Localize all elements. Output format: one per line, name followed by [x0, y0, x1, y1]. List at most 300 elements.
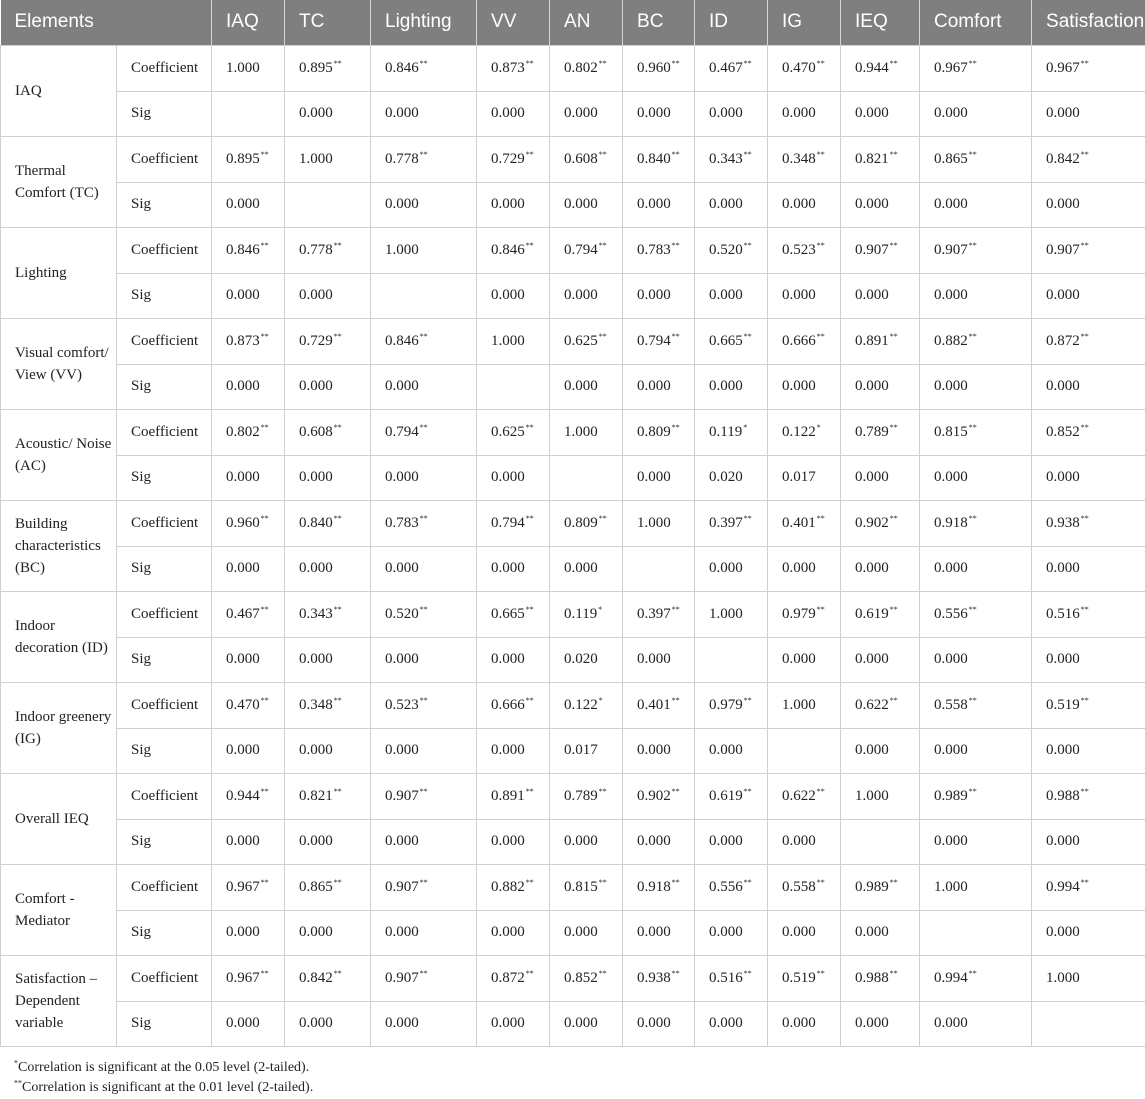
sig-value: 0.000: [934, 651, 968, 667]
sig-cell: [623, 455, 695, 500]
sig-value: 0.000: [855, 105, 889, 121]
sig-cell: [371, 637, 477, 682]
coefficient-value: 0.665: [709, 332, 743, 349]
coefficient-value: 0.397: [709, 514, 743, 531]
coefficient-cell: [550, 864, 623, 910]
coefficient-value: 0.523: [385, 696, 419, 713]
coefficient-cell: [695, 500, 768, 546]
significance-mark: **: [671, 331, 680, 341]
coefficient-value: 0.865: [934, 150, 968, 167]
sig-value: 0.017: [564, 742, 598, 758]
coefficient-value: 0.815: [564, 878, 598, 895]
significance-mark: **: [419, 968, 428, 978]
sig-cell: [920, 728, 1032, 773]
coefficient-value: 0.967: [226, 969, 260, 986]
footnote-2: [14, 1078, 313, 1098]
significance-mark: **: [968, 240, 977, 250]
coefficient-value: 1.000: [782, 696, 816, 713]
sig-cell: [695, 273, 768, 318]
coefficient-cell: [768, 682, 841, 728]
coefficient-cell: [695, 318, 768, 364]
sig-cell: [695, 637, 768, 682]
coefficient-cell: [623, 136, 695, 182]
sig-cell: [371, 546, 477, 591]
element-label: Indoor decoration (ID): [1, 591, 117, 682]
coefficient-value: 0.891: [491, 787, 525, 804]
significance-mark: **: [889, 604, 898, 614]
coefficient-label: Coefficient: [117, 500, 212, 546]
sig-value: 0.000: [385, 924, 419, 940]
sig-cell: [695, 819, 768, 864]
coefficient-row: [1, 864, 1145, 910]
coefficient-cell: [841, 136, 920, 182]
sig-value: 0.020: [709, 469, 743, 485]
coefficient-cell: [920, 682, 1032, 728]
significance-mark: **: [671, 58, 680, 68]
coefficient-cell: [623, 591, 695, 637]
coefficient-cell: [477, 955, 550, 1001]
sig-cell: [841, 91, 920, 136]
coefficient-value: 0.872: [491, 969, 525, 986]
header-id: ID: [695, 0, 768, 45]
sig-cell: [623, 819, 695, 864]
coefficient-cell: [695, 591, 768, 637]
coefficient-value: 0.802: [564, 59, 598, 76]
coefficient-cell: [841, 227, 920, 273]
sig-cell: [550, 1001, 623, 1046]
coefficient-value: 0.882: [491, 878, 525, 895]
coefficient-value: 0.556: [934, 605, 968, 622]
significance-mark: **: [525, 968, 534, 978]
significance-mark: **: [671, 786, 680, 796]
coefficient-label: Coefficient: [117, 773, 212, 819]
sig-cell: [1032, 455, 1145, 500]
coefficient-value: 0.960: [637, 59, 671, 76]
sig-value: 0.000: [385, 651, 419, 667]
coefficient-value: 0.520: [385, 605, 419, 622]
sig-cell: [212, 546, 285, 591]
coefficient-cell: [695, 227, 768, 273]
sig-cell: [371, 182, 477, 227]
coefficient-value: 0.882: [934, 332, 968, 349]
coefficient-row: [1, 45, 1145, 91]
coefficient-cell: [477, 773, 550, 819]
coefficient-value: 0.778: [385, 150, 419, 167]
coefficient-value: 0.401: [637, 696, 671, 713]
coefficient-cell: [695, 864, 768, 910]
sig-cell: [212, 455, 285, 500]
sig-value: 0.000: [709, 560, 743, 576]
coefficient-cell: [1032, 318, 1145, 364]
coefficient-value: 0.467: [709, 59, 743, 76]
coefficient-cell: [920, 409, 1032, 455]
coefficient-value: 0.873: [491, 59, 525, 76]
coefficient-cell: [371, 591, 477, 637]
coefficient-label: Coefficient: [117, 45, 212, 91]
sig-row: [1, 819, 1145, 864]
coefficient-value: 0.519: [782, 969, 816, 986]
sig-label: Sig: [117, 1001, 212, 1046]
sig-cell: [550, 728, 623, 773]
sig-value: 0.000: [855, 560, 889, 576]
coefficient-cell: [768, 864, 841, 910]
coefficient-value: 0.608: [299, 423, 333, 440]
sig-cell: [1032, 364, 1145, 409]
coefficient-cell: [841, 864, 920, 910]
significance-mark: **: [419, 695, 428, 705]
coefficient-cell: [1032, 864, 1145, 910]
sig-value: 0.000: [299, 469, 333, 485]
sig-row: [1, 546, 1145, 591]
significance-mark: **: [525, 604, 534, 614]
sig-row: [1, 455, 1145, 500]
sig-cell: [477, 182, 550, 227]
coefficient-value: 0.343: [709, 150, 743, 167]
coefficient-cell: [841, 500, 920, 546]
sig-label: Sig: [117, 819, 212, 864]
coefficient-cell: [1032, 136, 1145, 182]
sig-value: 0.000: [637, 924, 671, 940]
coefficient-cell: [768, 591, 841, 637]
coefficient-cell: [371, 955, 477, 1001]
coefficient-value: 0.907: [385, 878, 419, 895]
coefficient-cell: [477, 136, 550, 182]
coefficient-cell: [623, 500, 695, 546]
sig-value: 0.000: [782, 560, 816, 576]
sig-value: 0.000: [855, 1015, 889, 1031]
sig-value: 0.000: [491, 833, 525, 849]
significance-mark: **: [968, 422, 977, 432]
significance-mark: **: [333, 968, 342, 978]
coefficient-value: 1.000: [299, 150, 333, 167]
coefficient-value: 0.821: [299, 787, 333, 804]
coefficient-cell: [695, 45, 768, 91]
sig-value: 0.000: [855, 924, 889, 940]
coefficient-cell: [212, 318, 285, 364]
sig-value: 0.000: [564, 1015, 598, 1031]
coefficient-value: 0.348: [299, 696, 333, 713]
sig-cell: [695, 182, 768, 227]
sig-cell: [550, 455, 623, 500]
sig-value: 0.000: [226, 287, 260, 303]
sig-cell: [285, 364, 371, 409]
coefficient-row: [1, 318, 1145, 364]
coefficient-cell: [768, 773, 841, 819]
element-label: Thermal Comfort (TC): [1, 136, 117, 227]
coefficient-cell: [285, 409, 371, 455]
sig-cell: [841, 182, 920, 227]
significance-mark: **: [743, 58, 752, 68]
sig-value: 0.000: [299, 287, 333, 303]
coefficient-value: 0.625: [491, 423, 525, 440]
sig-row: [1, 364, 1145, 409]
sig-cell: [285, 637, 371, 682]
coefficient-cell: [841, 773, 920, 819]
sig-value: 0.000: [299, 833, 333, 849]
sig-cell: [1032, 182, 1145, 227]
coefficient-value: 1.000: [491, 332, 525, 349]
sig-cell: [841, 455, 920, 500]
sig-cell: [841, 819, 920, 864]
coefficient-value: 0.840: [299, 514, 333, 531]
coefficient-cell: [920, 500, 1032, 546]
element-label: Acoustic/ Noise (AC): [1, 409, 117, 500]
coefficient-label: Coefficient: [117, 227, 212, 273]
coefficient-cell: [1032, 227, 1145, 273]
significance-mark: **: [525, 786, 534, 796]
significance-mark: **: [743, 786, 752, 796]
sig-value: 0.000: [709, 196, 743, 212]
significance-mark: **: [671, 695, 680, 705]
sig-value: 0.000: [564, 560, 598, 576]
coefficient-cell: [550, 773, 623, 819]
coefficient-value: 0.397: [637, 605, 671, 622]
significance-mark: **: [968, 786, 977, 796]
significance-mark: **: [419, 604, 428, 614]
coefficient-cell: [477, 409, 550, 455]
coefficient-label: Coefficient: [117, 864, 212, 910]
coefficient-value: 0.873: [226, 332, 260, 349]
header-an: AN: [550, 0, 623, 45]
table-body: [1, 45, 1145, 1046]
significance-mark: **: [743, 968, 752, 978]
coefficient-value: 0.789: [564, 787, 598, 804]
sig-cell: [920, 910, 1032, 955]
coefficient-value: 0.343: [299, 605, 333, 622]
significance-mark: **: [1080, 58, 1089, 68]
coefficient-value: 0.608: [564, 150, 598, 167]
coefficient-value: 0.558: [782, 878, 816, 895]
header-vv: VV: [477, 0, 550, 45]
sig-value: 0.000: [1046, 651, 1080, 667]
sig-value: 0.000: [385, 378, 419, 394]
sig-value: 0.000: [1046, 560, 1080, 576]
coefficient-cell: [695, 136, 768, 182]
footnote-mark: **: [14, 1078, 22, 1088]
coefficient-value: 0.842: [1046, 150, 1080, 167]
sig-label: Sig: [117, 91, 212, 136]
sig-cell: [371, 1001, 477, 1046]
coefficient-cell: [1032, 773, 1145, 819]
coefficient-value: 0.907: [934, 241, 968, 258]
coefficient-value: 0.907: [385, 787, 419, 804]
coefficient-value: 0.122: [782, 423, 816, 440]
coefficient-value: 0.944: [226, 787, 260, 804]
coefficient-cell: [768, 409, 841, 455]
coefficient-value: 0.789: [855, 423, 889, 440]
sig-cell: [623, 1001, 695, 1046]
significance-mark: **: [598, 331, 607, 341]
sig-value: 0.000: [934, 378, 968, 394]
coefficient-cell: [920, 955, 1032, 1001]
sig-row: [1, 182, 1145, 227]
sig-value: 0.000: [637, 196, 671, 212]
sig-cell: [1032, 91, 1145, 136]
coefficient-cell: [768, 45, 841, 91]
sig-cell: [623, 273, 695, 318]
coefficient-row: [1, 773, 1145, 819]
coefficient-cell: [371, 500, 477, 546]
coefficient-cell: [768, 955, 841, 1001]
sig-value: 0.000: [782, 105, 816, 121]
coefficient-value: 0.979: [709, 696, 743, 713]
sig-cell: [768, 273, 841, 318]
coefficient-value: 0.979: [782, 605, 816, 622]
significance-mark: **: [743, 149, 752, 159]
coefficient-cell: [212, 409, 285, 455]
significance-mark: **: [260, 786, 269, 796]
sig-cell: [212, 819, 285, 864]
sig-value: 0.000: [491, 560, 525, 576]
coefficient-cell: [477, 500, 550, 546]
coefficient-value: 0.783: [385, 514, 419, 531]
sig-value: 0.000: [934, 287, 968, 303]
coefficient-cell: [371, 136, 477, 182]
coefficient-cell: [768, 500, 841, 546]
significance-mark: **: [889, 695, 898, 705]
sig-cell: [285, 910, 371, 955]
element-label: Overall IEQ: [1, 773, 117, 864]
coefficient-value: 0.778: [299, 241, 333, 258]
sig-cell: [920, 91, 1032, 136]
sig-cell: [768, 819, 841, 864]
sig-value: 0.000: [226, 560, 260, 576]
sig-value: 0.000: [491, 287, 525, 303]
coefficient-value: 0.401: [782, 514, 816, 531]
footnote-text: Correlation is significant at the 0.01 level (2-tailed).: [22, 1080, 314, 1095]
coefficient-cell: [212, 227, 285, 273]
sig-value: 0.017: [782, 469, 816, 485]
coefficient-value: 0.794: [491, 514, 525, 531]
significance-mark: **: [333, 240, 342, 250]
coefficient-cell: [550, 45, 623, 91]
sig-value: 0.000: [637, 469, 671, 485]
significance-mark: **: [889, 240, 898, 250]
significance-mark: **: [525, 58, 534, 68]
sig-label: Sig: [117, 273, 212, 318]
coefficient-row: [1, 955, 1145, 1001]
significance-mark: **: [419, 786, 428, 796]
sig-value: 0.000: [782, 1015, 816, 1031]
coefficient-cell: [623, 773, 695, 819]
coefficient-cell: [285, 773, 371, 819]
sig-cell: [1032, 273, 1145, 318]
sig-cell: [550, 273, 623, 318]
sig-value: 0.000: [709, 833, 743, 849]
footnote-mark: *: [14, 1058, 18, 1068]
sig-cell: [1032, 728, 1145, 773]
header-comfort: Comfort: [920, 0, 1032, 45]
coefficient-value: 0.519: [1046, 696, 1080, 713]
coefficient-value: 0.809: [637, 423, 671, 440]
coefficient-cell: [371, 682, 477, 728]
significance-mark: **: [1080, 331, 1089, 341]
significance-mark: **: [968, 968, 977, 978]
sig-cell: [695, 364, 768, 409]
coefficient-value: 0.619: [709, 787, 743, 804]
coefficient-cell: [695, 682, 768, 728]
sig-value: 0.000: [385, 1015, 419, 1031]
coefficient-cell: [623, 227, 695, 273]
significance-mark: **: [260, 149, 269, 159]
coefficient-label: Coefficient: [117, 591, 212, 637]
sig-cell: [285, 91, 371, 136]
coefficient-cell: [371, 227, 477, 273]
coefficient-value: 0.960: [226, 514, 260, 531]
coefficient-cell: [841, 955, 920, 1001]
sig-value: 0.000: [564, 378, 598, 394]
coefficient-value: 0.967: [1046, 59, 1080, 76]
coefficient-cell: [550, 136, 623, 182]
sig-value: 0.000: [385, 105, 419, 121]
coefficient-cell: [623, 955, 695, 1001]
significance-mark: **: [743, 513, 752, 523]
coefficient-value: 0.846: [385, 59, 419, 76]
sig-value: 0.000: [564, 287, 598, 303]
sig-row: [1, 91, 1145, 136]
element-label: IAQ: [1, 45, 117, 136]
coefficient-row: [1, 409, 1145, 455]
significance-mark: **: [816, 149, 825, 159]
footnotes: [14, 1058, 313, 1098]
sig-cell: [841, 546, 920, 591]
coefficient-cell: [550, 227, 623, 273]
sig-value: 0.000: [1046, 105, 1080, 121]
coefficient-cell: [623, 45, 695, 91]
sig-cell: [920, 364, 1032, 409]
coefficient-cell: [1032, 955, 1145, 1001]
sig-cell: [371, 728, 477, 773]
sig-cell: [695, 91, 768, 136]
sig-row: [1, 1001, 1145, 1046]
coefficient-cell: [371, 864, 477, 910]
sig-value: 0.000: [564, 196, 598, 212]
sig-cell: [212, 273, 285, 318]
element-label: Satisfaction – Dependent variable: [1, 955, 117, 1046]
coefficient-label: Coefficient: [117, 409, 212, 455]
coefficient-label: Coefficient: [117, 318, 212, 364]
sig-label: Sig: [117, 455, 212, 500]
sig-cell: [695, 455, 768, 500]
significance-mark: **: [333, 786, 342, 796]
coefficient-value: 0.907: [385, 969, 419, 986]
coefficient-cell: [768, 318, 841, 364]
significance-mark: **: [598, 240, 607, 250]
coefficient-cell: [920, 227, 1032, 273]
coefficient-cell: [1032, 591, 1145, 637]
sig-value: 0.000: [491, 105, 525, 121]
sig-cell: [477, 364, 550, 409]
footnote-1: [14, 1058, 313, 1078]
coefficient-value: 0.918: [637, 878, 671, 895]
sig-value: 0.000: [299, 105, 333, 121]
sig-row: [1, 910, 1145, 955]
significance-mark: **: [889, 968, 898, 978]
coefficient-value: 1.000: [934, 878, 968, 895]
sig-cell: [477, 637, 550, 682]
sig-value: 0.000: [385, 560, 419, 576]
coefficient-value: 0.348: [782, 150, 816, 167]
significance-mark: **: [671, 604, 680, 614]
significance-mark: **: [816, 58, 825, 68]
coefficient-value: 0.872: [1046, 332, 1080, 349]
sig-cell: [920, 273, 1032, 318]
coefficient-value: 0.994: [1046, 878, 1080, 895]
sig-value: 0.020: [564, 651, 598, 667]
significance-mark: **: [525, 240, 534, 250]
sig-label: Sig: [117, 546, 212, 591]
sig-value: 0.000: [385, 742, 419, 758]
